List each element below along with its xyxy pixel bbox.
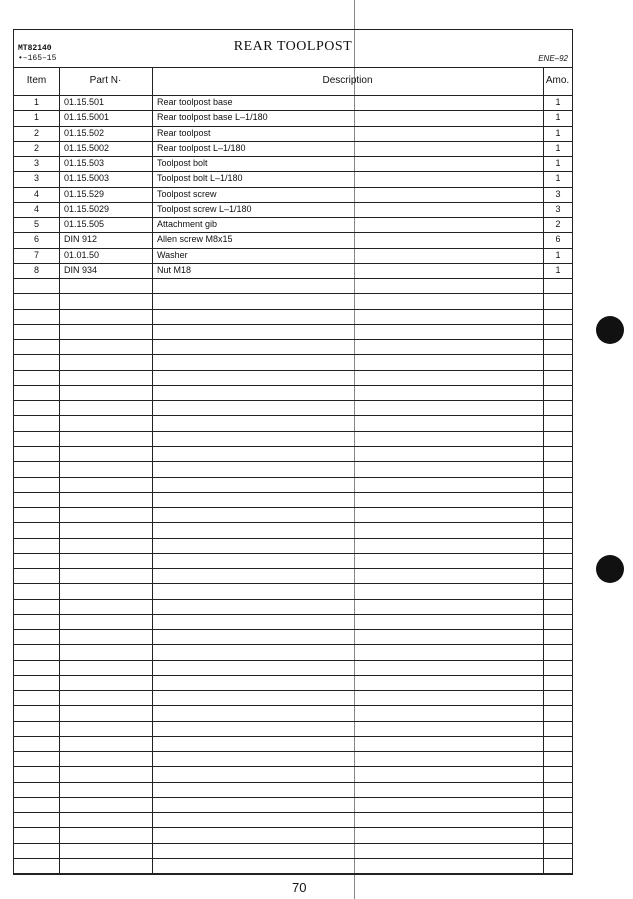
- row-rule: [14, 507, 572, 508]
- table-cell-item: 8: [33, 265, 39, 275]
- table-cell-description: Toolpost bolt: [157, 158, 208, 168]
- table-cell-amount: 1: [555, 250, 561, 260]
- row-rule: [14, 431, 572, 432]
- row-rule: [14, 477, 572, 478]
- table-cell-description: Rear toolpost base: [157, 97, 233, 107]
- page-title: REAR TOOLPOST: [233, 39, 353, 54]
- column-header-item: Item: [26, 75, 47, 86]
- table-cell-description: Toolpost bolt L–1/180: [157, 173, 243, 183]
- table-cell-amount: 1: [555, 143, 561, 153]
- table-cell-item: 4: [33, 204, 39, 214]
- table-cell-item: 1: [33, 112, 39, 122]
- binder-hole: [596, 555, 624, 583]
- table-cell-amount: 1: [555, 158, 561, 168]
- table-cell-description: Washer: [157, 250, 188, 260]
- row-rule: [14, 721, 572, 722]
- table-cell-item: 3: [33, 158, 39, 168]
- row-rule: [14, 370, 572, 371]
- row-rule: [14, 278, 572, 279]
- row-rule: [14, 644, 572, 645]
- row-rule: [14, 751, 572, 752]
- row-rule: [14, 599, 572, 600]
- row-rule: [14, 339, 572, 340]
- table-cell-part-number: DIN 934: [64, 265, 98, 275]
- column-header-amount: Amo.: [545, 75, 570, 86]
- row-rule: [14, 797, 572, 798]
- table-cell-part-number: 01.15.5003: [64, 173, 110, 183]
- row-rule: [14, 705, 572, 706]
- table-cell-description: Attachment gib: [157, 219, 218, 229]
- row-rule: [14, 232, 572, 233]
- row-rule: [14, 858, 572, 859]
- binder-hole: [596, 316, 624, 344]
- row-rule: [14, 461, 572, 462]
- drawing-code: MT82140: [18, 44, 52, 53]
- row-rule: [14, 827, 572, 828]
- row-rule: [14, 614, 572, 615]
- row-rule: [14, 293, 572, 294]
- row-rule: [14, 415, 572, 416]
- row-rule: [14, 538, 572, 539]
- table-cell-amount: 1: [555, 128, 561, 138]
- table-cell-part-number: 01.15.503: [64, 158, 105, 168]
- row-rule: [14, 492, 572, 493]
- table-cell-item: 2: [33, 143, 39, 153]
- table-cell-item: 7: [33, 250, 39, 260]
- row-rule: [14, 660, 572, 661]
- table-cell-description: Allen screw M8x15: [157, 234, 233, 244]
- row-rule: [14, 553, 572, 554]
- row-rule: [14, 873, 572, 874]
- column-header-description: Description: [322, 75, 373, 86]
- title-block: [14, 30, 572, 68]
- row-rule: [14, 354, 572, 355]
- table-cell-part-number: 01.15.505: [64, 219, 105, 229]
- row-rule: [14, 324, 572, 325]
- table-cell-part-number: 01.15.501: [64, 97, 105, 107]
- table-cell-amount: 1: [555, 97, 561, 107]
- table-cell-part-number: 01.15.5001: [64, 112, 110, 122]
- row-rule: [14, 400, 572, 401]
- table-cell-description: Toolpost screw L–1/180: [157, 204, 252, 214]
- table-cell-description: Rear toolpost: [157, 128, 211, 138]
- row-rule: [14, 629, 572, 630]
- row-rule: [14, 766, 572, 767]
- revision-date: ENE–92: [538, 54, 568, 63]
- table-cell-item: 3: [33, 173, 39, 183]
- table-cell-amount: 6: [555, 234, 561, 244]
- row-rule: [14, 263, 572, 264]
- table-cell-amount: 1: [555, 112, 561, 122]
- table-cell-amount: 1: [555, 173, 561, 183]
- column-header-part: Part N·: [89, 75, 122, 86]
- row-rule: [14, 385, 572, 386]
- table-cell-item: 4: [33, 189, 39, 199]
- row-rule: [14, 690, 572, 691]
- table-cell-item: 2: [33, 128, 39, 138]
- table-cell-description: Toolpost screw: [157, 189, 217, 199]
- table-cell-part-number: 01.01.50: [64, 250, 100, 260]
- table-cell-part-number: 01.15.5002: [64, 143, 110, 153]
- column-divider: [59, 67, 60, 875]
- row-rule: [14, 812, 572, 813]
- row-rule: [14, 309, 572, 310]
- row-rule: [14, 446, 572, 447]
- page-number: 70: [292, 880, 307, 895]
- row-rule: [14, 843, 572, 844]
- table-cell-item: 1: [33, 97, 39, 107]
- row-rule: [14, 568, 572, 569]
- parts-list-sheet: [13, 29, 573, 875]
- table-cell-item: 6: [33, 234, 39, 244]
- table-cell-amount: 2: [555, 219, 561, 229]
- table-cell-part-number: 01.15.502: [64, 128, 105, 138]
- row-rule: [14, 782, 572, 783]
- table-cell-amount: 3: [555, 204, 561, 214]
- table-cell-amount: 1: [555, 265, 561, 275]
- table-cell-part-number: DIN 912: [64, 234, 98, 244]
- drawing-number: •–165–15: [18, 54, 57, 63]
- row-rule: [14, 522, 572, 523]
- table-cell-amount: 3: [555, 189, 561, 199]
- column-divider: [152, 67, 153, 875]
- table-cell-description: Rear toolpost L–1/180: [157, 143, 246, 153]
- table-cell-part-number: 01.15.529: [64, 189, 105, 199]
- row-rule: [14, 675, 572, 676]
- table-cell-description: Nut M18: [157, 265, 192, 275]
- row-rule: [14, 736, 572, 737]
- table-cell-item: 5: [33, 219, 39, 229]
- table-cell-description: Rear toolpost base L–1/180: [157, 112, 268, 122]
- row-rule: [14, 583, 572, 584]
- table-cell-part-number: 01.15.5029: [64, 204, 110, 214]
